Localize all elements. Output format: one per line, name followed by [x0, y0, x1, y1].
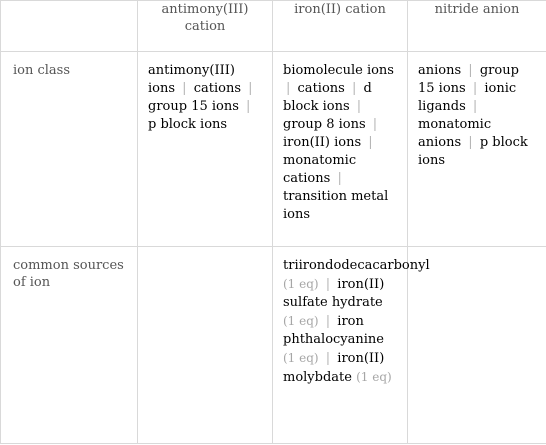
row-header-text: ion class — [13, 63, 71, 78]
item-separator: | — [372, 117, 378, 132]
quantity-note: (1 eq) — [283, 351, 319, 365]
list-item: group 15 ions — [418, 63, 519, 96]
item-separator: | — [468, 63, 473, 78]
list-item: ionic ligands — [418, 81, 517, 114]
list-item: transition metal ions — [283, 189, 389, 222]
item-separator: | — [472, 81, 478, 96]
cell-sources-nitride — [408, 247, 546, 444]
column-header-text: nitride anion — [434, 2, 520, 17]
header-row — [1, 1, 546, 52]
item-separator: | — [325, 351, 331, 366]
cell-ion-class-antimony — [138, 52, 273, 247]
list-item: cations — [193, 81, 241, 96]
list-item: group 8 ions — [283, 117, 366, 132]
list-item: monatomic cations — [283, 153, 357, 186]
list-item: cations — [297, 81, 345, 96]
column-header-iron-ii-cation — [273, 1, 408, 52]
item-separator: | — [286, 81, 291, 96]
item-separator: | — [246, 99, 251, 114]
item-separator: | — [356, 99, 362, 114]
item-separator: | — [351, 81, 357, 96]
item-separator: | — [325, 314, 331, 329]
column-header-nitride-anion — [408, 1, 546, 52]
item-separator: | — [182, 81, 187, 96]
list-item: iron(II) molybdate — [283, 351, 385, 385]
row-ion-class — [1, 52, 546, 247]
row-header-common-sources — [1, 247, 138, 444]
item-separator: | — [472, 99, 478, 114]
list-item: iron phthalocyanine — [283, 314, 384, 347]
quantity-note: (1 eq) — [356, 370, 392, 384]
item-separator: | — [248, 81, 253, 96]
quantity-note: (1 eq) — [283, 314, 319, 328]
cell-sources-antimony — [138, 247, 273, 444]
list-item: monatomic anions — [418, 117, 492, 150]
row-header-ion-class — [1, 52, 138, 247]
list-item: iron(II) sulfate hydrate — [283, 277, 385, 310]
item-separator: | — [368, 135, 373, 150]
corner-header-cell — [1, 1, 138, 52]
list-item: p block ions — [148, 117, 228, 132]
item-separator: | — [468, 135, 473, 150]
list-item: triirondodecacarbonyl — [283, 258, 430, 273]
cell-sources-iron — [273, 247, 430, 444]
column-header-antimony-iii-cation — [138, 1, 273, 52]
list-item: anions — [418, 63, 462, 78]
column-header-text: antimony(III) cation — [161, 2, 249, 34]
row-header-text: common sources of ion — [13, 258, 124, 290]
list-item: biomolecule ions — [283, 63, 394, 78]
quantity-note: (1 eq) — [283, 277, 319, 291]
row-common-sources — [1, 247, 546, 444]
list-item: d block ions — [283, 81, 372, 114]
item-separator: | — [325, 277, 331, 292]
item-separator: | — [337, 171, 342, 186]
column-header-text: iron(II) cation — [294, 2, 386, 17]
cell-ion-class-iron — [273, 52, 408, 247]
list-item: antimony(III) ions — [148, 63, 235, 96]
list-item: group 15 ions — [148, 99, 239, 114]
list-item: p block ions — [418, 135, 528, 168]
cell-ion-class-nitride — [408, 52, 546, 247]
list-item: iron(II) ions — [283, 135, 362, 150]
